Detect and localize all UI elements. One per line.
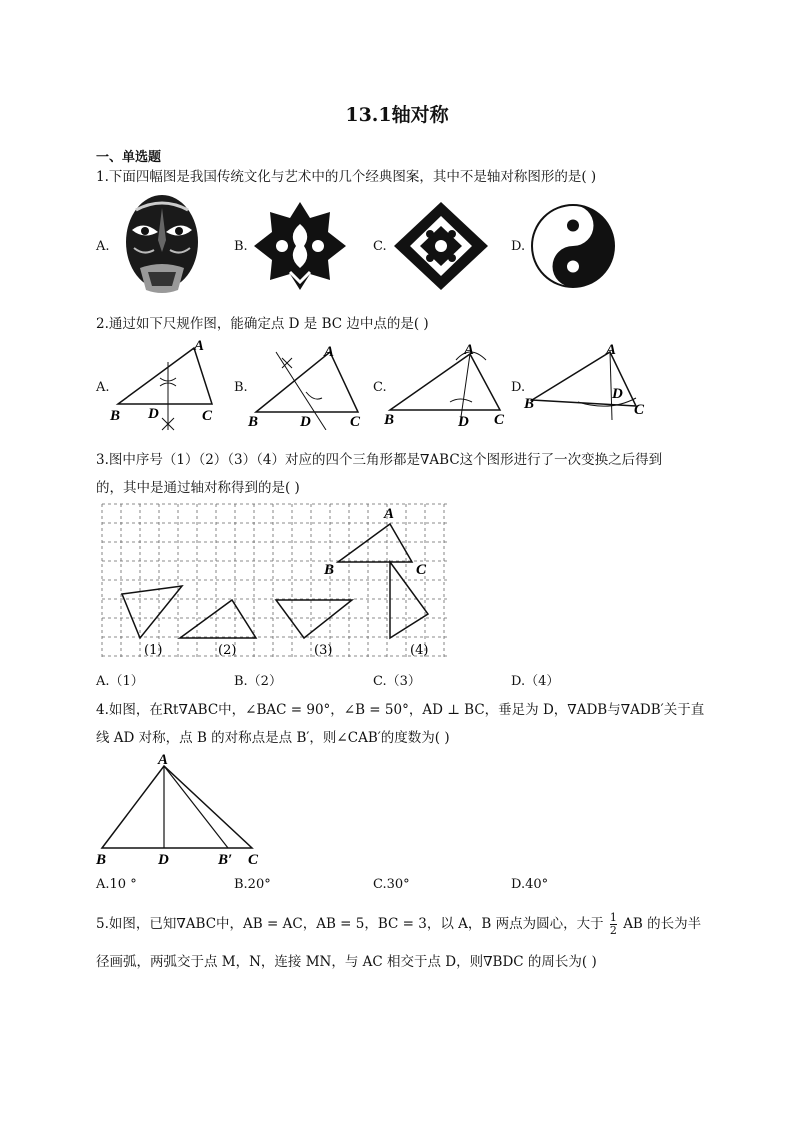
- q2-figure-b: [246, 340, 370, 430]
- q4-option-a: A.10 °: [96, 877, 137, 892]
- q5-text-part-1: 5.如图，已知∇ABC中，AB = AC，AB = 5，BC = 3，以 A，B 两点为圆心，大于: [96, 916, 604, 932]
- q2c-label-d: D: [458, 414, 469, 430]
- q4-label-b-prime: B′: [218, 852, 233, 868]
- q2c-label-c: C: [494, 412, 505, 428]
- q2c-label-a: A: [464, 342, 475, 358]
- q4-option-d: D.40°: [511, 877, 549, 892]
- q2-option-c-label: C.: [373, 380, 387, 395]
- svg-text:A: A: [384, 506, 395, 522]
- q2-option-a-label: A.: [96, 380, 110, 395]
- q2-option-d-label: D.: [511, 380, 526, 395]
- fraction-one-half: [610, 912, 617, 937]
- q4-label-d: D: [158, 852, 169, 868]
- q2-figure-c: [384, 340, 508, 430]
- q2d-label-a: A: [606, 342, 617, 358]
- ornament-c-image: [392, 200, 490, 292]
- section-heading: 一、单选题: [96, 150, 162, 165]
- q1-option-d-label: D.: [511, 239, 526, 254]
- question-3-stem-line-2: 的，其中是通过轴对称得到的是( ): [96, 480, 300, 496]
- ornament-b-image: [250, 198, 350, 294]
- question-4-stem-line-2: 线 AD 对称，点 B 的对称点是点 B′，则∠CAB′的度数为( ): [96, 730, 450, 746]
- q4-option-b: B.20°: [234, 877, 271, 892]
- q2b-label-d: D: [300, 414, 311, 430]
- svg-text:C: C: [416, 562, 427, 578]
- svg-text:B: B: [324, 562, 335, 578]
- page-title: 13.1轴对称: [345, 104, 449, 126]
- q5-text-part-2: AB 的长为半: [623, 916, 702, 932]
- grid-label-2: (2): [218, 643, 237, 658]
- fraction-numerator: 1: [609, 911, 617, 924]
- q2d-label-c: C: [634, 402, 645, 418]
- yin-yang-image: [530, 203, 616, 289]
- question-5-stem-line-2: 径画弧，两弧交于点 M，N，连接 MN，与 AC 相交于点 D，则∇BDC 的周长为( ): [96, 954, 597, 970]
- q4-label-a: A: [158, 752, 169, 768]
- q2-figure-d: [522, 340, 652, 424]
- q2d-label-b: B: [524, 396, 535, 412]
- q1-option-b-label: B.: [234, 239, 248, 254]
- fraction-denominator: 2: [609, 924, 617, 937]
- q2b-label-c: C: [350, 414, 361, 430]
- question-4-stem-line-1: 4.如图，在Rt∇ABC中，∠BAC = 90°，∠B = 50°，AD ⊥ BC，垂足为 D，∇ADB与∇ADB′关于直: [96, 702, 705, 718]
- q4-label-b: B: [96, 852, 107, 868]
- q4-label-c: C: [248, 852, 259, 868]
- q3-grid-figure: [100, 502, 452, 662]
- q3-option-a: A.（1）: [96, 674, 144, 689]
- q2b-label-a: A: [324, 344, 335, 360]
- q2a-label-a: A: [194, 338, 205, 354]
- opera-mask-image: [114, 190, 210, 300]
- q4-option-c: C.30°: [373, 877, 410, 892]
- q2d-label-d: D: [612, 386, 623, 402]
- q2c-label-b: B: [384, 412, 395, 428]
- q2a-label-b: B: [110, 408, 121, 424]
- q2-option-b-label: B.: [234, 380, 248, 395]
- q1-option-a-label: A.: [96, 239, 110, 254]
- grid-label-4: (4): [410, 643, 429, 658]
- grid-label-1: (1): [144, 643, 163, 658]
- q2b-label-b: B: [248, 414, 259, 430]
- q1-option-c-label: C.: [373, 239, 387, 254]
- grid-label-3: (3): [314, 643, 333, 658]
- question-5-stem-line-1a: [96, 912, 701, 937]
- q2-figure-a: [108, 338, 228, 438]
- q3-option-d: D.（4）: [511, 674, 560, 689]
- q3-option-b: B.（2）: [234, 674, 282, 689]
- question-2-stem: 2.通过如下尺规作图，能确定点 D 是 BC 边中点的是( ): [96, 316, 429, 332]
- q2a-label-c: C: [202, 408, 213, 424]
- question-3-stem-line-1: 3.图中序号（1）（2）（3）（4）对应的四个三角形都是∇ABC这个图形进行了一次变换之后得到: [96, 452, 663, 468]
- q3-option-c: C.（3）: [373, 674, 421, 689]
- q2a-label-d: D: [148, 406, 159, 422]
- q4-triangle-figure: [94, 752, 274, 868]
- question-1-stem: 1.下面四幅图是我国传统文化与艺术中的几个经典图案，其中不是轴对称图形的是( ): [96, 169, 597, 185]
